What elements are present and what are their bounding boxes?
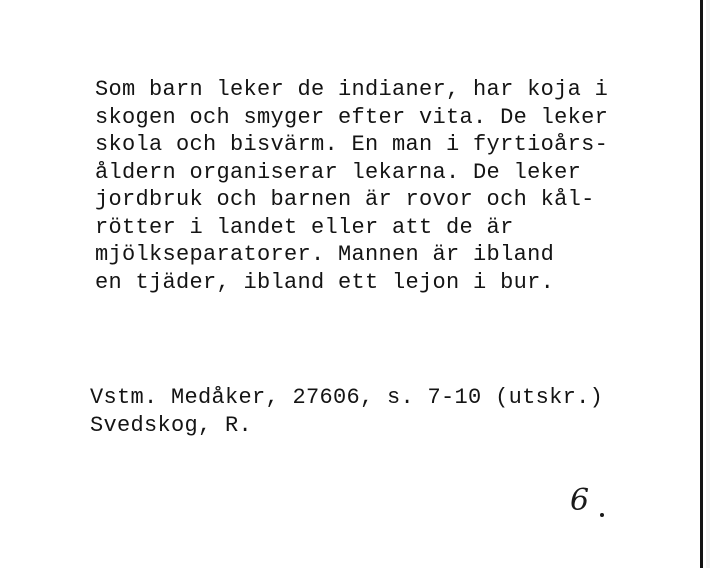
source-archive-line: Vstm. Medåker, 27606, s. 7-10 (utskr.) <box>90 385 604 410</box>
body-line: en tjäder, ibland ett lejon i bur. <box>95 269 555 295</box>
body-line: skogen och smyger efter vita. De leker <box>95 104 609 130</box>
page-number-dot <box>600 513 604 517</box>
body-line: rötter i landet eller att de är <box>95 214 514 240</box>
body-line: jordbruk och barnen är rovor och kål- <box>95 187 595 212</box>
body-line: mjölkseparatorer. Mannen är ibland <box>95 242 555 267</box>
body-line: skola och bisvärm. En man i fyrtioårs- <box>95 132 609 157</box>
handwritten-page-number: 6 <box>570 483 590 518</box>
card-edge <box>706 0 710 568</box>
card-body-text <box>95 76 608 296</box>
source-recorder-line: Svedskog, R. <box>90 412 253 438</box>
body-line: åldern organiserar lekarna. De leker <box>95 159 582 185</box>
source-citation <box>90 384 603 439</box>
body-line: Som barn leker de indianer, har koja i <box>95 77 609 102</box>
